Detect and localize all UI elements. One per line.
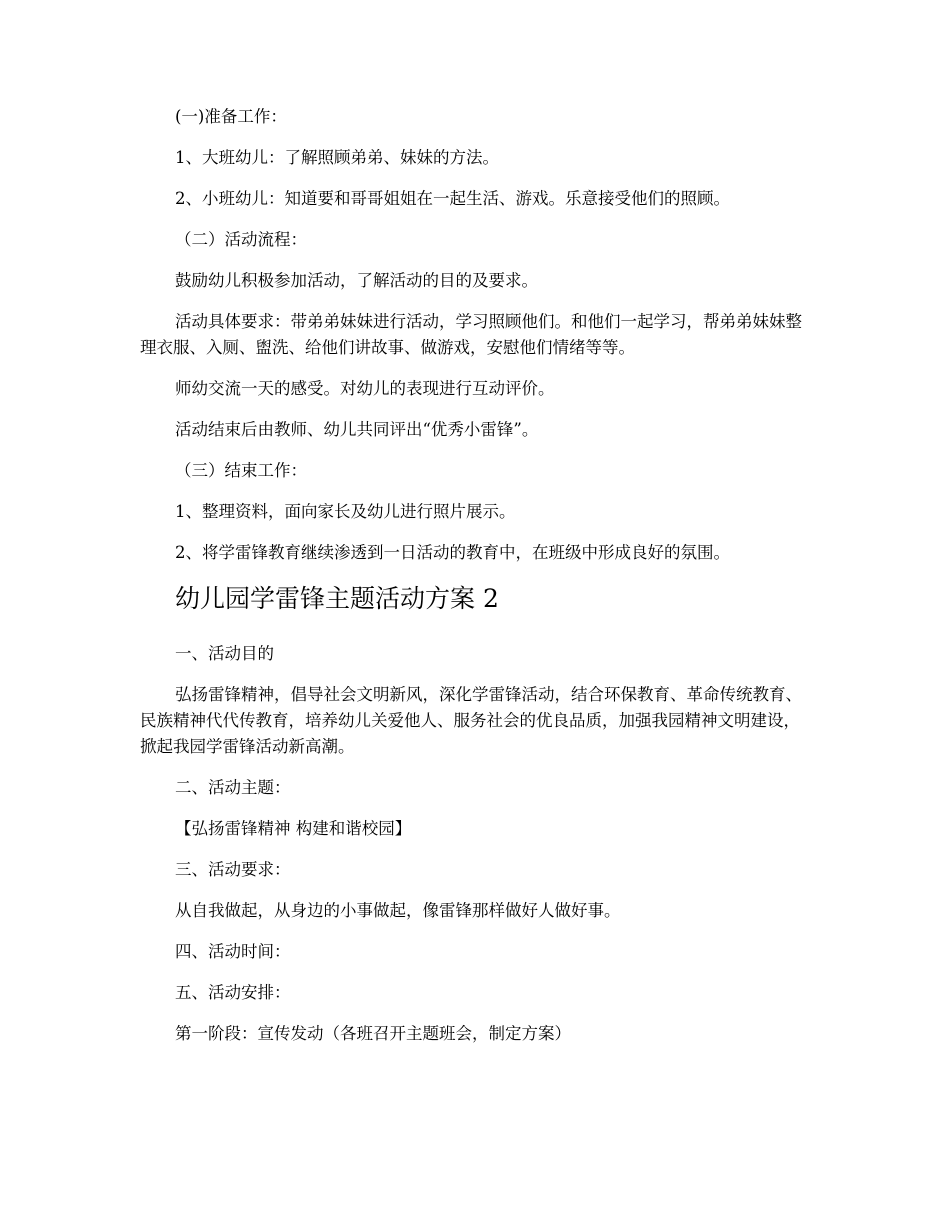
paragraph-preparation-heading: (一)准备工作：: [175, 107, 287, 126]
paragraph-evaluation: 活动结束后由教师、幼儿共同评出“优秀小雷锋”。: [175, 420, 539, 439]
paragraph-arrangement-heading: 五、活动安排：: [175, 983, 291, 1002]
paragraph-theme: 【弘扬雷锋精神 构建和谐校园】: [175, 819, 412, 838]
paragraph-specific-requirements: 活动具体要求：带弟弟妹妹进行活动，学习照顾他们。和他们一起学习，帮弟弟妹妹整理衣服、入厕、盥洗、给他们讲故事、做游戏，安慰他们情绪等等。: [140, 312, 802, 357]
paragraph-purpose-heading: 一、活动目的: [175, 644, 274, 663]
paragraph-exchange: 师幼交流一天的感受。对幼儿的表现进行互动评价。: [175, 379, 555, 398]
paragraph-junior-class: 2、小班幼儿：知道要和哥哥姐姐在一起生活、游戏。乐意接受他们的照顾。: [175, 189, 730, 208]
paragraph-senior-class: 1、大班幼儿：了解照顾弟弟、妹妹的方法。: [175, 148, 499, 167]
paragraph-encourage: 鼓励幼儿积极参加活动，了解活动的目的及要求。: [175, 271, 538, 290]
paragraph-process-heading: （二）活动流程：: [175, 230, 307, 249]
paragraph-requirements-heading: 三、活动要求：: [175, 860, 291, 879]
paragraph-photo-display: 1、整理资料，面向家长及幼儿进行照片展示。: [175, 502, 516, 521]
paragraph-theme-heading: 二、活动主题：: [175, 778, 291, 797]
paragraph-continue-education: 2、将学雷锋教育继续渗透到一日活动的教育中，在班级中形成良好的氛围。: [175, 543, 730, 562]
section-title: 幼儿园学雷锋主题活动方案 2: [175, 584, 499, 613]
paragraph-closing-heading: （三）结束工作：: [175, 461, 307, 480]
document-body: [140, 104, 815, 1062]
paragraph-requirements: 从自我做起，从身边的小事做起，像雷锋那样做好人做好事。: [175, 901, 621, 920]
paragraph-purpose: 弘扬雷锋精神，倡导社会文明新风，深化学雷锋活动，结合环保教育、革命传统教育、民族精神代代传教育，培养幼儿关爱他人、服务社会的优良品质，加强我园精神文明建设，掀起我园学雷锋活动新高潮。: [140, 685, 802, 756]
paragraph-phase-one: 第一阶段：宣传发动（各班召开主题班会，制定方案）: [175, 1024, 571, 1043]
paragraph-time-heading: 四、活动时间：: [175, 942, 291, 961]
